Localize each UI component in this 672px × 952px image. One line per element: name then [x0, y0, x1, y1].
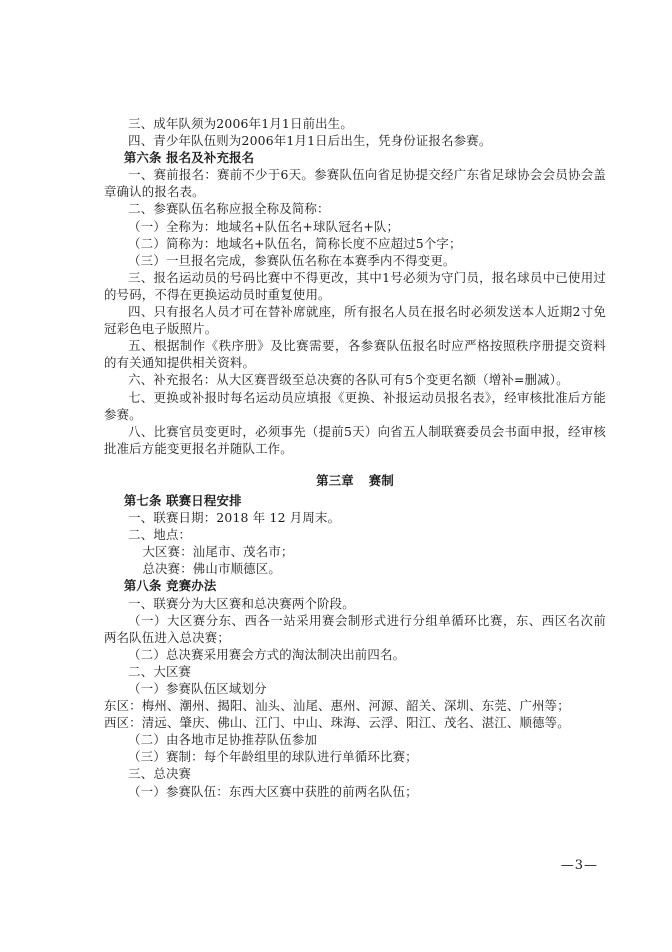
paragraph: 三、报名运动员的号码比赛中不得更改，其中1号必须为守门员，报名球员中已使用过的号码，不得在更换运动员时重复使用。 — [104, 269, 606, 302]
chapter-title: 赛制 — [368, 472, 394, 488]
paragraph: 一、联赛日期：2018 年 12 月周末。 — [128, 510, 341, 526]
paragraph: 二、参赛队伍名称应报全称及简称： — [128, 201, 330, 217]
article-heading: 第七条 联赛日程安排 — [123, 492, 242, 508]
paragraph: （一）参赛队伍区域划分 — [128, 681, 267, 696]
paragraph: （三）一旦报名完成，参赛队伍名称在本赛季内不得变更。 — [128, 252, 456, 268]
paragraph: 八、比赛官员变更时，必须事先（提前5天）向省五人制联赛委员会书面申报，经审核批准后方能变更报名并随队工作。 — [104, 423, 606, 456]
paragraph: 七、更换或补报时每名运动员应填报《更换、补报运动员报名表》，经审核批准后方能参赛。 — [104, 389, 606, 422]
paragraph: 一、赛前报名：赛前不少于6天。参赛队伍向省足协提交经广东省足球协会会员协会盖章确认的报名表。 — [104, 167, 606, 200]
paragraph: 东区：梅州、潮州、揭阳、汕头、汕尾、惠州、河源、韶关、深圳、东莞、广州等； — [104, 698, 570, 714]
article-heading: 第六条 报名及补充报名 — [123, 150, 255, 166]
paragraph: 三、总决赛 — [128, 766, 192, 782]
paragraph: 三、成年队须为2006年1月1日前出生。 — [128, 116, 353, 131]
article-heading: 第八条 竞赛办法 — [123, 578, 217, 594]
document-body — [104, 115, 606, 800]
paragraph: 四、只有报名人员才可在替补席就座，所有报名人员在报名时必须发送本人近期2寸免冠彩色电子版照片。 — [104, 304, 606, 337]
paragraph: 西区：清远、肇庆、佛山、江门、中山、珠海、云浮、阳江、茂名、湛江、顺德等。 — [104, 715, 570, 731]
paragraph: 一、联赛分为大区赛和总决赛两个阶段。 — [128, 595, 355, 611]
paragraph: （二）总决赛采用赛会方式的淘汰制决出前四名。 — [128, 646, 406, 662]
paragraph: 六、补充报名：从大区赛晋级至总决赛的各队可有5个变更名额（增补=删减）。 — [128, 372, 569, 388]
paragraph: 大区赛：汕尾市、茂名市； — [142, 544, 294, 560]
paragraph: 五、根据制作《秩序册》及比赛需要，各参赛队伍报名时应严格按照秩序册提交资料的有关通知提供相关资料。 — [104, 338, 606, 371]
paragraph: （一）大区赛分东、西各一站采用赛会制形式进行分组单循环比赛，东、西区名次前两名队伍进入总决赛； — [104, 612, 606, 645]
paragraph: 四、青少年队伍则为2006年1月1日后出生，凭身份证报名参赛。 — [128, 133, 492, 149]
chapter-heading — [104, 472, 606, 489]
paragraph: 总决赛：佛山市顺德区。 — [142, 561, 281, 577]
paragraph: （二）简称为：地域名+队伍名，简称长度不应超过5个字； — [128, 235, 462, 251]
page-number: —3— — [560, 858, 598, 873]
section-registration — [104, 115, 606, 457]
paragraph: （一）参赛队伍：东西大区赛中获胜的前两名队伍； — [128, 783, 418, 799]
chapter-number: 第三章 — [316, 472, 354, 488]
section-format — [104, 492, 606, 800]
paragraph: （二）由各地市足协推荐队伍参加 — [128, 732, 318, 748]
paragraph: 二、地点： — [128, 527, 192, 543]
paragraph: （三）赛制：每个年龄组里的球队进行单循环比赛； — [128, 749, 418, 765]
paragraph: （一）全称为：地域名+队伍名+球队冠名+队； — [128, 218, 400, 234]
paragraph: 二、大区赛 — [128, 663, 192, 679]
